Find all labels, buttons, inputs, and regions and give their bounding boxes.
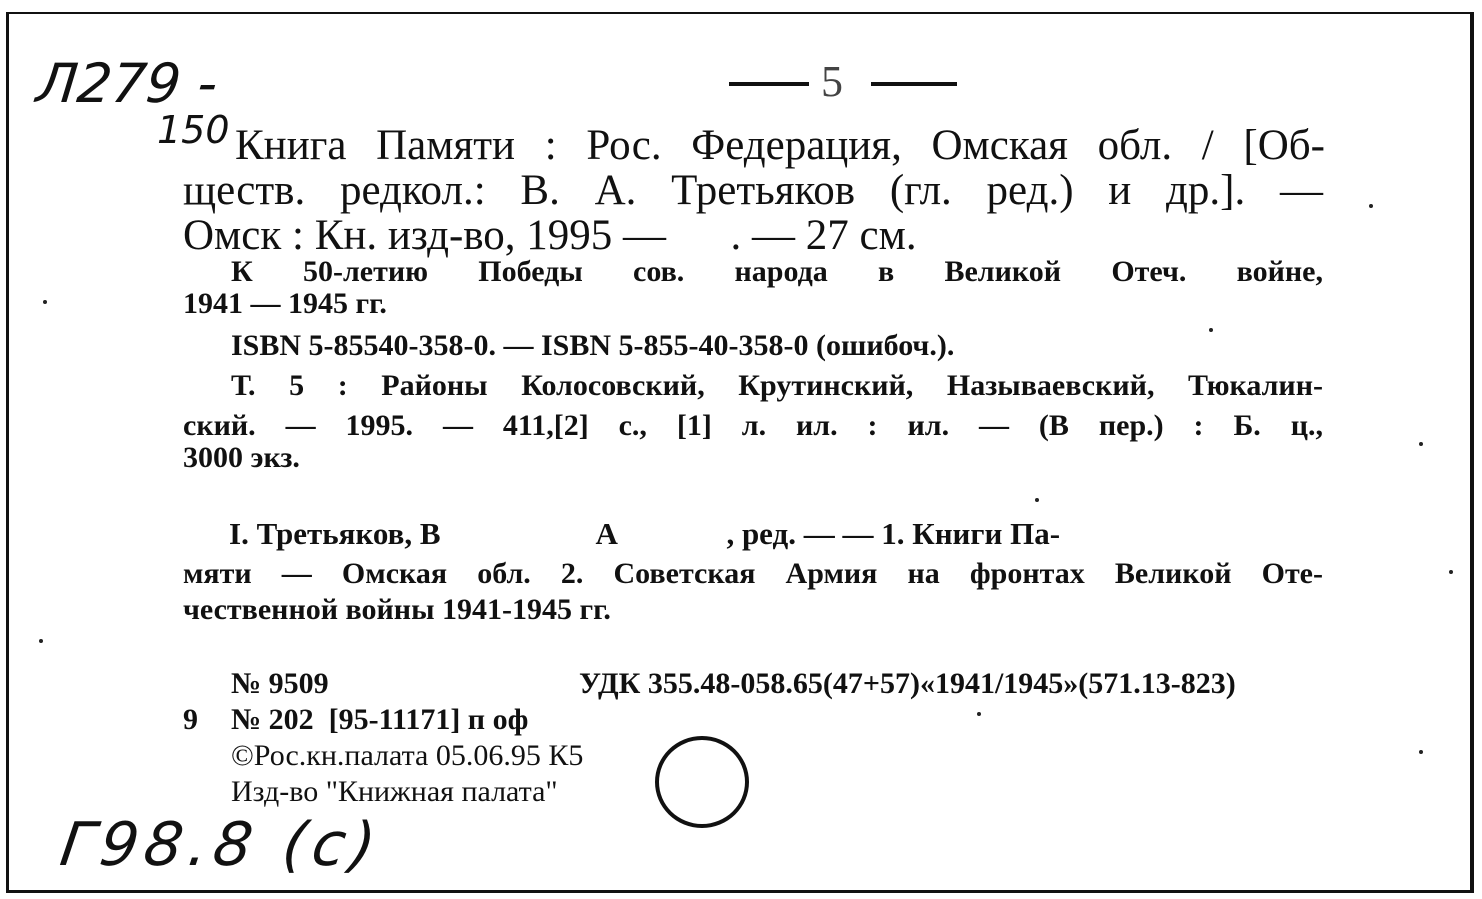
catalog-card (6, 12, 1474, 893)
scan-speck (1209, 328, 1213, 332)
scan-speck (977, 712, 981, 716)
handwritten-bottom-mark: Г98.8 (с) (56, 810, 386, 880)
tracings-line-2: мяти — Омская обл. 2. Советская Армия на фронтах Великой Оте- (183, 557, 1323, 590)
volume-line-1: Т. 5 : Районы Колосовский, Крутинский, Называевский, Тюкалин- (231, 369, 1323, 402)
footer-line2: № 202 [95-11171] п оф (231, 703, 529, 736)
scan-speck (43, 300, 47, 304)
scan-speck (1449, 570, 1453, 574)
handwritten-shelf-mark: Л279 - (33, 52, 221, 115)
scan-speck (1419, 750, 1423, 754)
footer-line3: ©Рос.кн.палата 05.06.95 К5 (231, 739, 584, 772)
isbn-line: ISBN 5-85540-358-0. — ISBN 5-855-40-358-0 (ошибоч.). (231, 329, 955, 362)
scan-speck (1369, 204, 1373, 208)
note-line-1: К 50-летию Победы сов. народа в Великой Отеч. войне, (231, 255, 1323, 288)
scan-speck (1035, 498, 1039, 502)
footer-udk: УДК 355.48-058.65(47+57)«1941/1945»(571.13-823) (579, 667, 1236, 700)
handwritten-number: 150 (157, 108, 230, 152)
page-number-dash-right (871, 82, 957, 86)
scan-speck (1419, 442, 1423, 446)
title-line-3: Омск : Кн. изд-во, 1995 — . — 27 см. (183, 212, 917, 259)
page-number-dash-left (729, 82, 809, 86)
tracings-line-3: чественной войны 1941-1945 гг. (183, 593, 611, 626)
footer-line4: Изд-во "Книжная палата" (231, 775, 558, 808)
volume-line-3: 3000 экз. (183, 441, 300, 474)
note-line-2: 1941 — 1945 гг. (183, 287, 387, 320)
title-line-2: ществ. редкол.: В. А. Третьяков (гл. ред.) и др.]. — (183, 167, 1323, 214)
stamp-circle (655, 736, 749, 828)
footer-number: № 9509 (231, 667, 329, 700)
title-line-1: Книга Памяти : Рос. Федерация, Омская обл. / [Об- (235, 122, 1325, 169)
page-number: 5 (821, 57, 843, 106)
volume-line-2: ский. — 1995. — 411,[2] с., [1] л. ил. : ил. — (В пер.) : Б. ц., (183, 409, 1323, 442)
tracings-line-1: I. Третьяков, В А , ред. — — 1. Книги Па- (229, 516, 1061, 551)
footer-line2-prefix: 9 (183, 703, 198, 736)
scan-speck (39, 639, 43, 643)
